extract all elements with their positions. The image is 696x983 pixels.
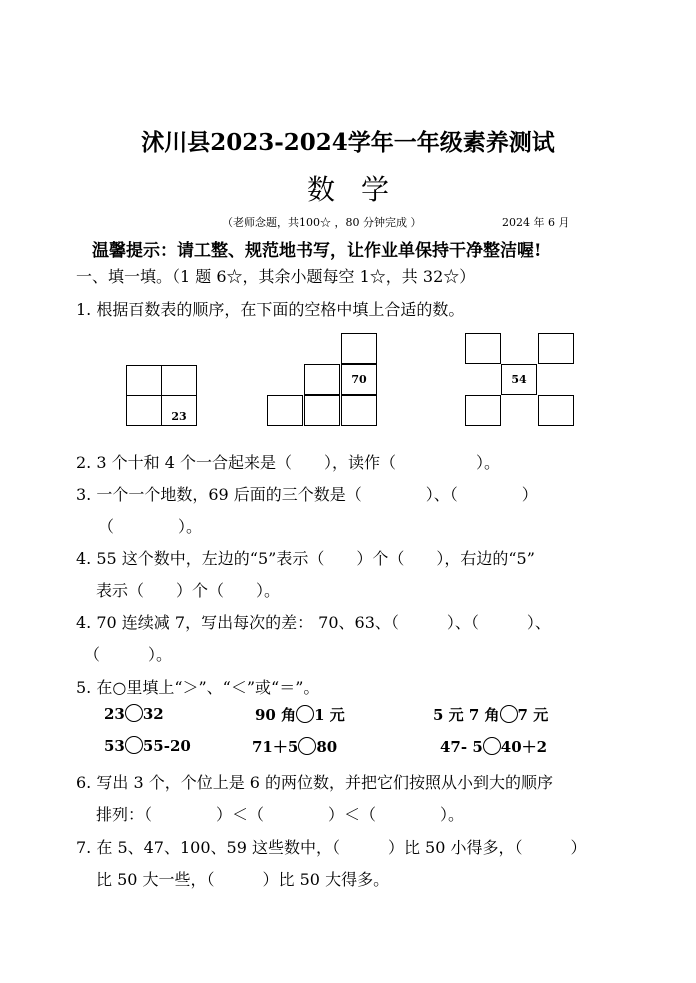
compare-right: 80: [316, 738, 338, 756]
question-5-line2: （ ）。: [84, 645, 173, 664]
question-8-line1: 7. 在 5、47、100、59 这些数中，（ ）比 50 小得多，（ ）: [76, 838, 587, 857]
question-3-line1: 3. 一个一个地数，69 后面的三个数是（ ）、（ ）: [76, 485, 538, 504]
compare-item: [433, 704, 548, 725]
compare-left: 90 角: [255, 706, 297, 724]
question-7-line1: 6. 写出 3 个，个位上是 6 的两位数，并把它们按照从小到大的顺序: [76, 773, 554, 792]
question-8-line2: 比 50 大一些，（ ）比 50 大得多。: [96, 870, 390, 889]
grid-cell-given: 70: [341, 364, 377, 395]
grid-cell[interactable]: [126, 365, 162, 396]
compare-right: 7 元: [517, 706, 549, 724]
compare-item: [104, 704, 164, 723]
grid-cell[interactable]: [465, 395, 501, 426]
exam-note: （老师念题，共100☆ ，80 分钟完成 ）: [222, 216, 422, 229]
grid-cell[interactable]: [267, 395, 303, 426]
section-heading: 一、填一填。（1 题 6☆，其余小题每空 1☆，共 32☆）: [76, 267, 476, 286]
compare-circle[interactable]: [125, 736, 143, 754]
warm-tip: 温馨提示：请工整、规范地书写，让作业单保持干净整洁喔!: [92, 241, 542, 261]
compare-left: 53: [104, 737, 125, 755]
grid-cell[interactable]: [538, 395, 574, 426]
compare-item: [104, 736, 191, 755]
compare-circle[interactable]: [500, 705, 518, 723]
question-1: 1. 根据百数表的顺序，在下面的空格中填上合适的数。: [76, 300, 465, 319]
grid-cell[interactable]: [304, 395, 340, 426]
question-4-line2: 表示（ ）个（ ）。: [96, 581, 281, 600]
question-4-line1: 4. 55 这个数中，左边的“5”表示（ ）个（ ），右边的“5”: [76, 549, 535, 568]
compare-left: 71＋5: [252, 738, 299, 756]
compare-right: 55-20: [142, 737, 191, 755]
compare-left: 5 元 7 角: [433, 706, 500, 724]
compare-circle[interactable]: [483, 737, 501, 755]
compare-item: [440, 736, 547, 757]
compare-item: [255, 704, 345, 725]
question-2: 2. 3 个十和 4 个一合起来是（ ），读作（ ）。: [76, 453, 500, 472]
question-3-line2: （ ）。: [98, 517, 203, 536]
grid-cell[interactable]: [304, 364, 340, 395]
subject-title: 数学: [306, 173, 415, 206]
grid-cell-given: 23: [161, 395, 197, 426]
grid-cell[interactable]: [161, 365, 197, 396]
compare-item: [252, 736, 337, 757]
grid-cell[interactable]: [341, 333, 377, 364]
grid-cell[interactable]: [465, 333, 501, 364]
question-5-line1: 4. 70 连续减 7，写出每次的差： 70、63、（ ）、（ ）、: [76, 613, 551, 632]
question-7-line2: 排列：（ ）＜（ ）＜（ ）。: [96, 805, 465, 824]
compare-right: 32: [142, 705, 164, 723]
grid-cell-given: 54: [501, 364, 537, 395]
compare-left: 23: [104, 705, 125, 723]
compare-circle[interactable]: [298, 737, 316, 755]
compare-right: 40＋2: [500, 738, 548, 756]
grid-cell[interactable]: [341, 395, 377, 426]
compare-circle[interactable]: [296, 705, 314, 723]
page-title: 沭川县2023-2024学年一年级素养测试: [141, 129, 555, 156]
grid-cell[interactable]: [126, 395, 162, 426]
grid-cell[interactable]: [538, 333, 574, 364]
compare-left: 47- 5: [440, 738, 483, 756]
compare-circle[interactable]: [125, 704, 143, 722]
exam-date: 2024 年 6 月: [502, 216, 570, 229]
question-6: 5. 在○里填上“＞”、“＜”或“＝”。: [76, 678, 320, 697]
compare-right: 1 元: [314, 706, 345, 724]
